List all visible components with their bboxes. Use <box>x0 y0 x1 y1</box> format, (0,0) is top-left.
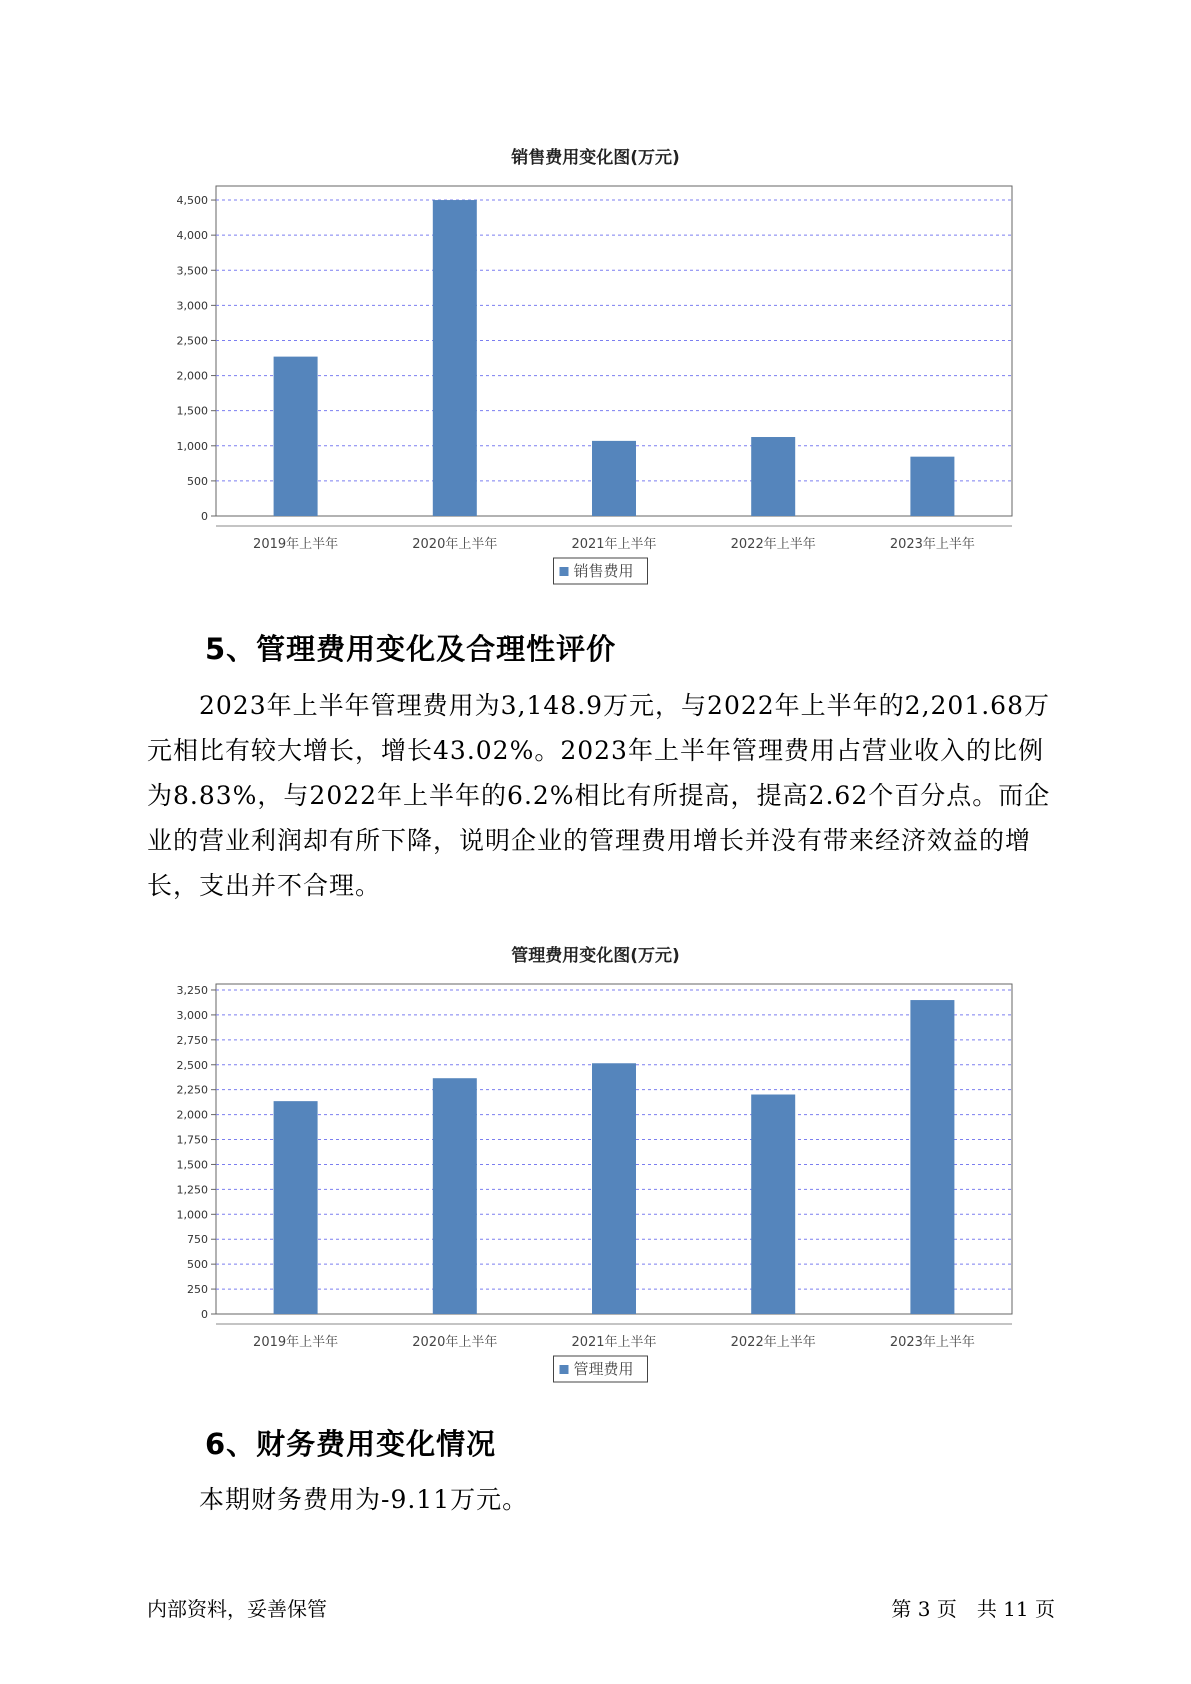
sales-expense-chart-title: 销售费用变化图(万元) <box>511 148 680 168</box>
section-5-heading: 5、管理费用变化及合理性评价 <box>205 632 617 666</box>
bar <box>910 1000 954 1314</box>
x-tick-label: 2022年上半年 <box>730 537 816 552</box>
y-tick-label: 3,000 <box>176 299 208 313</box>
y-tick-label: 0 <box>201 510 208 523</box>
y-tick-label: 3,000 <box>176 1008 208 1022</box>
y-tick-label: 0 <box>201 1308 208 1321</box>
y-tick-label: 3,500 <box>176 264 208 278</box>
bar <box>433 200 477 516</box>
x-tick-label: 2020年上半年 <box>412 537 498 552</box>
bar <box>274 357 318 516</box>
admin-expense-chart-title: 管理费用变化图(万元) <box>511 946 680 966</box>
x-tick-label: 2019年上半年 <box>253 1335 339 1350</box>
x-tick-label: 2021年上半年 <box>571 1335 657 1350</box>
y-tick-label: 1,500 <box>176 1158 208 1172</box>
x-tick-label: 2020年上半年 <box>412 1335 498 1350</box>
y-tick-label: 2,750 <box>176 1033 208 1047</box>
y-tick-label: 1,500 <box>176 404 208 418</box>
x-tick-label: 2021年上半年 <box>571 537 657 552</box>
y-tick-label: 4,000 <box>176 229 208 243</box>
admin-expense-chart <box>0 968 1191 1388</box>
y-tick-label: 2,500 <box>176 1058 208 1072</box>
y-tick-label: 3,250 <box>176 983 208 997</box>
y-tick-label: 500 <box>187 1258 208 1272</box>
x-tick-label: 2022年上半年 <box>730 1335 816 1350</box>
y-tick-label: 2,000 <box>176 1108 208 1122</box>
bar <box>592 1063 636 1314</box>
y-tick-label: 4,500 <box>176 194 208 208</box>
y-tick-label: 2,000 <box>176 369 208 383</box>
bar <box>751 437 795 516</box>
section-6-paragraph: 本期财务费用为-9.11万元。 <box>199 1485 529 1514</box>
section-6-heading: 6、财务费用变化情况 <box>205 1427 497 1461</box>
y-tick-label: 2,250 <box>176 1083 208 1097</box>
bar <box>274 1101 318 1314</box>
bar <box>592 441 636 516</box>
bar <box>751 1094 795 1314</box>
y-tick-label: 1,750 <box>176 1133 208 1147</box>
y-tick-label: 1,250 <box>176 1183 208 1197</box>
footer-confidential-note: 内部资料，妥善保管 <box>147 1597 327 1621</box>
section-5-paragraph: 2023年上半年管理费用为3,148.9万元，与2022年上半年的2,201.68万元相比有较大增长，增长43.02%。2023年上半年管理费用占营业收入的比例为8.83%，与2022年上半年的6.2%相比有所提高，提高2.62个百分点。而企业的营业利润却有所下降，说明企业的管理费用增长并没有带来经济效益的增长，支出并不合理。 <box>147 691 1051 900</box>
x-tick-label: 2023年上半年 <box>889 537 975 552</box>
y-tick-label: 2,500 <box>176 334 208 348</box>
x-tick-label: 2019年上半年 <box>253 537 339 552</box>
legend-label: 管理费用 <box>573 1360 634 1378</box>
bar <box>910 457 954 516</box>
y-tick-label: 250 <box>187 1283 208 1297</box>
y-tick-label: 500 <box>187 474 208 488</box>
legend-swatch <box>560 567 569 576</box>
y-tick-label: 750 <box>187 1233 208 1247</box>
y-tick-label: 1,000 <box>176 1208 208 1222</box>
footer-page-number: 第 3 页 共 11 页 <box>891 1597 1055 1621</box>
sales-expense-chart <box>0 170 1191 590</box>
legend-swatch <box>560 1365 569 1374</box>
bar <box>433 1078 477 1314</box>
legend-label: 销售费用 <box>573 562 634 580</box>
y-tick-label: 1,000 <box>176 439 208 453</box>
x-tick-label: 2023年上半年 <box>889 1335 975 1350</box>
